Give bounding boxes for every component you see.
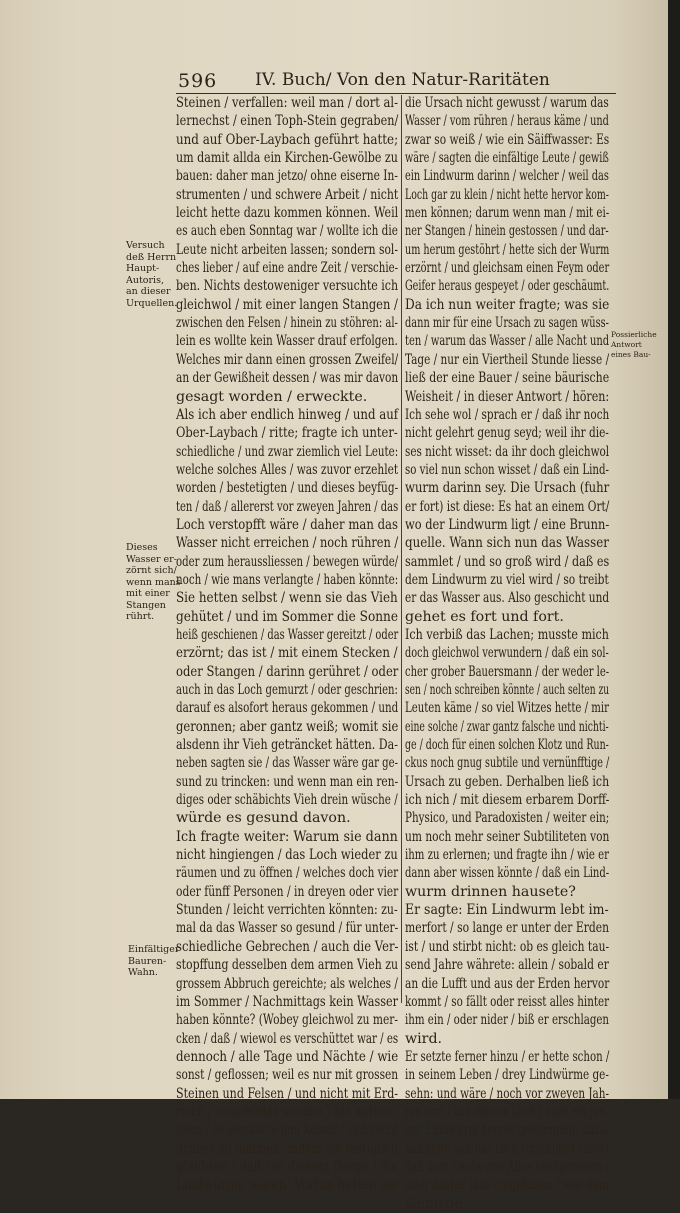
text-line: lein es wollte kein Wasser drauf erfolgen.	[176, 333, 398, 350]
margin-note-line: Dieses	[126, 542, 158, 553]
page-edge	[668, 0, 680, 1099]
right-column	[405, 94, 613, 1213]
text-line: und auf Ober-Laybach geführt hatte;	[176, 131, 399, 148]
text-line: sammlet / und so groß wird / daß es	[405, 553, 610, 570]
text-line: wird.	[405, 1030, 443, 1047]
text-line: nicht hingiengen / das Loch wieder zu	[176, 847, 398, 864]
text-line: men können; darum wenn man / mit ei-	[405, 205, 610, 222]
text-line: dann aber wissen könnte / daß ein Lind-	[405, 865, 610, 882]
text-line: ckus noch gnug subtile und vernünfftige /	[405, 755, 610, 772]
text-line: Als ich aber endlich hinweg / und auf	[176, 406, 399, 423]
text-line: ist / und stirbt nicht: ob es gleich tau-	[405, 938, 610, 955]
text-line: gehet es fort und fort.	[405, 608, 564, 625]
text-line: Wasser nicht erreichen / noch rühren /	[176, 535, 399, 552]
text-line: zwar so weiß / wie ein Säiffwasser: Es	[405, 131, 610, 148]
text-line: schiedliche / und zwar ziemlich viel Leute:	[176, 443, 399, 460]
text-line: glaubten / daß / in diesem Berge / die	[176, 1158, 398, 1175]
text-line: um herum gestöhrt / hette sich der Wurm	[405, 241, 610, 258]
text-line: geronnen; aber gantz weiß; womit sie	[176, 718, 399, 735]
text-line: im Sommer / Nachmittags kein Wasser	[176, 993, 399, 1010]
text-line: Geifer heraus gespeyet / oder geschäumt.	[405, 278, 610, 295]
text-line: um noch mehr seiner Subtiliteten von	[405, 828, 610, 845]
text-line: quelle. Wann sich nun das Wasser	[405, 535, 609, 552]
text-line: lernechst / einen Toph-Stein gegraben/	[176, 113, 399, 130]
text-line: worden / bestetigten / und dieses beyfüg-	[176, 480, 399, 497]
text-line: neben sagten sie / das Wasser wäre gar ge-	[176, 755, 399, 772]
text-line: er fort) ist diese: Es hat an einem Ort/	[405, 498, 610, 515]
text-line: er das Wasser aus. Also geschicht und	[405, 590, 610, 607]
text-line: wurm drinnen hausete?	[405, 883, 576, 900]
text-line: ner Stangen / hinein gestossen / und dar-	[405, 223, 609, 240]
text-line: ches lieber / auf eine andre Zeit / verschie-	[176, 260, 399, 277]
text-line: Er sagte: Ein Lindwurm lebt im-	[405, 902, 609, 919]
text-line: oder hinter ihm eingefallen / von dem	[405, 1177, 609, 1194]
text-line: ben. Nichts destoweniger versuchte ich	[176, 278, 399, 295]
margin-note-line: Bauren-	[128, 955, 167, 967]
margin-note-line: Urquellen.	[126, 297, 178, 309]
text-line: auch in das Loch gemurzt / oder geschrien:	[176, 682, 398, 698]
text-line: dennoch / alle Tage und Nächte / wie	[176, 1048, 399, 1065]
page-number: 596	[178, 70, 218, 92]
text-line: sen / noch schreiben könnte / auch selten zu	[405, 682, 610, 698]
text-line: teten / es getrauete ihm Keiner / sich recht	[176, 1122, 399, 1139]
text-line: stopffung desselben dem armen Vieh zu	[176, 957, 399, 974]
text-line: Loch gar zu klein / nicht hette hervor kom-	[405, 186, 609, 203]
text-line: um damit allda ein Kirchen-Gewölbe zu	[176, 150, 398, 167]
text-line: merfort / so lange er unter der Erden	[405, 920, 610, 937]
text-line: Stunden / leicht verrichten könnten: zu-	[176, 902, 398, 919]
margin-note-line: Haupt-	[126, 263, 160, 274]
text-line: drüber zu machen: indem sie festiglich	[176, 1140, 398, 1157]
text-line: zwischen den Felsen / hinein zu stöhren: al-	[176, 315, 398, 332]
text-line: ren erst / aus diesem Loch / auch ein jun-	[405, 1103, 609, 1120]
text-line: an die Lufft und aus der Erden hervor	[405, 975, 610, 992]
running-head: IV. Buch/ Von den Natur-Raritäten	[255, 70, 550, 90]
text-line: gehütet / und im Sommer die Sonne	[176, 608, 399, 625]
text-line: ein Lindwurm darinn / welcher / weil das	[405, 168, 609, 185]
margin-note-line: Einfältiger	[128, 944, 180, 955]
text-line: Ich sehe wol / sprach er / daß ihr noch	[405, 406, 610, 423]
text-line: erzörnt / und gleichsam einen Feym oder	[405, 260, 610, 277]
text-line: die Ursach nicht gewusst / warum das	[405, 95, 609, 111]
text-line: würde es gesund davon.	[176, 810, 351, 827]
text-line: Physico, und Paradoxisten / weiter ein;	[405, 810, 610, 827]
margin-note-funny-answer	[611, 330, 657, 360]
text-line: darauf es alsofort heraus gekommen / und	[176, 700, 399, 717]
text-line: Ich verbiß das Lachen; musste mich	[405, 626, 609, 643]
margin-note-line: Stangen	[126, 599, 166, 611]
text-line: nicht gelehrt genug seyd; weil ihr die-	[405, 425, 609, 442]
text-line: Weisheit / in dieser Antwort / hören:	[405, 388, 610, 405]
text-line: ten / warum das Wasser / alle Nacht und	[405, 333, 610, 350]
margin-note-line: Autoris,	[126, 274, 164, 286]
text-line: Ursach zu geben. Derhalben ließ ich	[405, 773, 610, 790]
text-line: oder fünff Personen / in dreyen oder vier	[176, 883, 399, 900]
text-line: Leute nicht arbeiten lassen; sondern sol-	[176, 241, 398, 258]
margin-note-line: zörnt sich/	[126, 565, 177, 576]
text-line: noch / wie mans verlangte / haben könnte:	[176, 571, 399, 588]
text-line: erzörnt; das ist / mit einem Stecken /	[176, 645, 398, 662]
text-line: dem Lindwurm zu viel wird / so treibt	[405, 571, 609, 588]
text-line: Lindwürme wären: Vorhin hetten sie	[176, 1177, 398, 1194]
text-line: Wasser / vom rühren / heraus käme / und	[405, 113, 609, 130]
text-line: daß dem Lindwurm Alles nachgerissen /	[405, 1158, 609, 1175]
text-line: bauen: daher man jetzo/ ohne eiserne In-	[176, 168, 398, 185]
margin-note-line: an dieser	[126, 286, 171, 297]
text-line: sonst / geflossen; weil es nur mit grossen	[176, 1067, 399, 1084]
text-line: ihm zu erlernen; und fragte ihn / wie er	[405, 847, 610, 864]
text-line: cher grober Bauersmann / der weder le-	[405, 663, 610, 680]
text-line: ses nicht wisset: da ihr doch gleichwol	[405, 443, 610, 460]
text-line: send Jahre währete: allein / sobald er	[405, 957, 609, 974]
text-line: leicht hette dazu kommen können. Weil	[176, 205, 399, 222]
text-line: kommt / so fällt oder reisst alles hinter	[405, 993, 610, 1010]
text-line: Steinen und Felsen / und nicht mit Erd-	[176, 1085, 399, 1102]
text-line: grossem Abbruch gereichte; als welches /	[176, 975, 398, 992]
text-line: Loch verstopfft wäre / daher man das	[176, 516, 398, 533]
text-line: strumenten / und schwere Arbeit / nicht	[176, 186, 399, 203]
text-line: an der Gewißheit dessen / was mir davon	[176, 370, 399, 387]
margin-note-trial	[126, 240, 177, 309]
margin-note-line: Wahn.	[128, 967, 158, 978]
margin-note-peasant-delusion	[128, 944, 179, 979]
text-line: cken / daß / wiewol es verschüttet war / es	[176, 1030, 399, 1047]
text-line: ger Lindwurm hervor gekommen: dazu-	[405, 1122, 610, 1139]
column-divider	[401, 95, 402, 1003]
text-line: heiß geschienen / das Wasser gereitzt / oder	[176, 626, 399, 643]
margin-note-line: Wasser er-	[126, 553, 177, 565]
text-line: es auch eben Sonntag war / wollte ich die	[176, 223, 398, 240]
text-line: schiedliche Gebrechen / auch die Ver-	[176, 938, 399, 955]
text-line: Ich fragte weiter: Warum sie dann	[176, 828, 398, 845]
text-line: ge / doch für einen solchen Klotz und Run-	[405, 737, 609, 754]
text-line: Er setzte ferner hinzu / er hette schon /	[405, 1048, 610, 1065]
text-line: oder zum heraussliessen / bewegen würde/	[176, 553, 399, 570]
margin-note-line: deß Herrn	[126, 251, 177, 263]
text-line: sehn: und wäre / noch vor zweyen Jah-	[405, 1085, 609, 1102]
text-line: gleichwol / mit einer langen Stangen /	[176, 296, 398, 313]
text-line: haben könnte? (Wobey gleichwol zu mer-	[176, 1012, 398, 1029]
text-line: mal hette sich das Loch verschüttet / also /	[405, 1140, 610, 1157]
text-line: wurm darinn sey. Die Ursach (fuhr	[405, 480, 610, 497]
text-line: räumen und zu öffnen / welches doch vier	[176, 865, 399, 882]
text-line: mal da das Wasser so gesund / für unter-	[176, 920, 399, 937]
text-line: in seinem Leben / drey Lindwürme ge-	[405, 1067, 609, 1084]
text-line: dann mir für eine Ursach zu sagen wüss-	[405, 315, 609, 332]
text-line: welche solches Alles / was zuvor erzehlet	[176, 461, 399, 478]
text-line: Gebirge	[405, 1195, 463, 1212]
text-line: diges oder schäbichts Vieh drein wüsche /	[176, 792, 398, 809]
margin-note-line: Possierliche	[611, 330, 657, 339]
text-line: Welches mir dann einen grossen Zweifel/	[176, 351, 399, 368]
text-line: sund zu trincken: und wenn man ein ren-	[176, 773, 399, 790]
text-line: gesagt worden / erweckte.	[176, 388, 368, 405]
text-line: doch gleichwol verwundern / daß ein sol-	[405, 645, 609, 662]
text-line: ten / daß / allererst vor zweyen Jahren / das	[176, 498, 399, 515]
margin-note-line: wenn mans	[126, 576, 181, 588]
text-line: eine solche / zwar gantz falsche und nichti-	[405, 718, 609, 735]
margin-note-line: Antwort	[611, 340, 642, 349]
text-line: reich / verschüttet worden.) Sie antwor-	[176, 1103, 398, 1120]
text-line: wäre / sagten die einfältige Leute / gewiß	[405, 150, 609, 167]
text-line: so viel nun schon wisset / daß ein Lind-	[405, 461, 610, 478]
text-line: ließ der eine Bauer / seine bäurische	[405, 370, 610, 387]
text-line: ihm ein / oder nider / biß er erschlagen	[405, 1012, 610, 1029]
text-line: oder Stangen / darinn gerühret / oder	[176, 663, 399, 680]
margin-note-water-angered	[126, 542, 181, 623]
text-line: Steinen / verfallen: weil man / dort al-	[176, 95, 399, 111]
margin-note-line: mit einer	[126, 588, 170, 599]
text-line: Leuten käme / so viel Witzes hette / mir	[405, 700, 609, 717]
margin-note-line: rührt.	[126, 611, 155, 622]
text-line: ich nich / mit diesem erbarem Dorff-	[405, 792, 610, 809]
text-line: Tage / nur ein Viertheil Stunde liesse /	[405, 351, 610, 368]
text-line: Sie hetten selbst / wenn sie das Vieh	[176, 590, 398, 607]
text-line: Ober-Laybach / ritte; fragte ich unter-	[176, 425, 398, 442]
text-line: alsdenn ihr Vieh geträncket hätten. Da-	[176, 737, 398, 754]
text-line: Da ich nun weiter fragte; was sie	[405, 296, 610, 313]
left-column	[176, 94, 398, 1195]
margin-note-line: eines Bau-	[611, 350, 651, 359]
margin-note-line: Versuch	[126, 240, 165, 251]
text-line: wo der Lindwurm ligt / eine Brunn-	[405, 516, 610, 533]
